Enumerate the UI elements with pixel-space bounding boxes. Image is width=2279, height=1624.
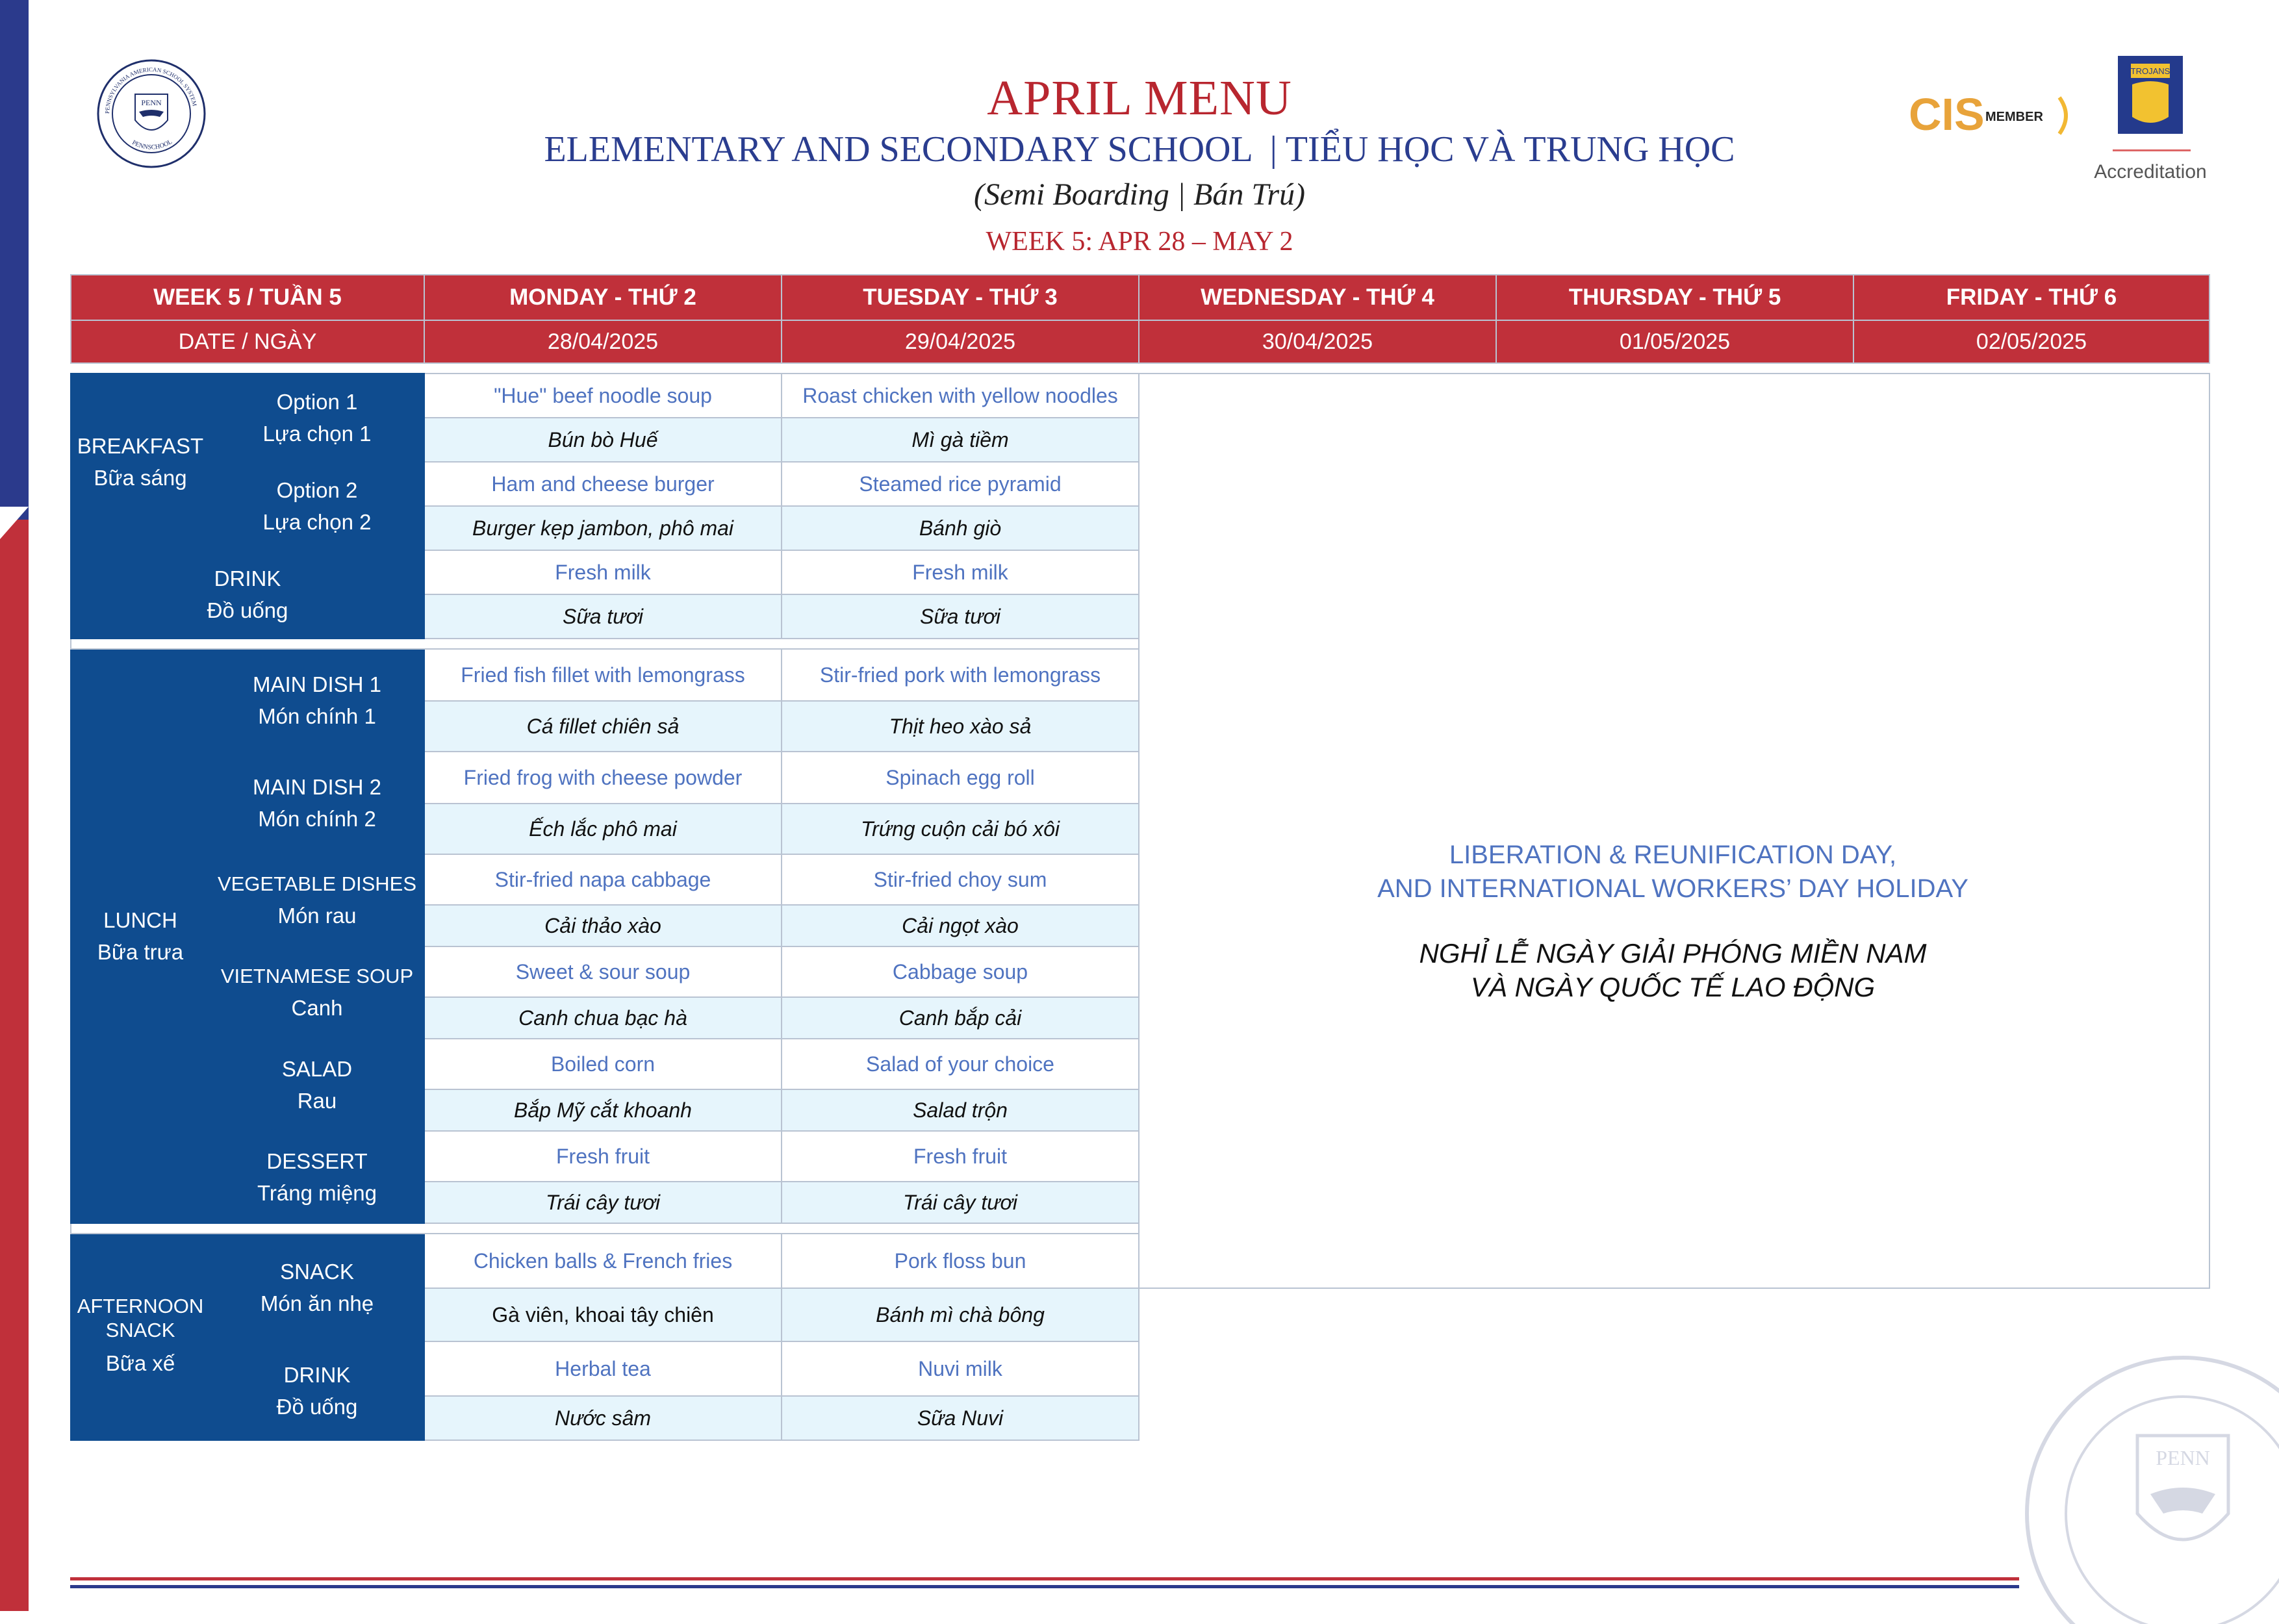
snack-tue-vn: Bánh mì chà bông: [782, 1288, 1139, 1341]
menu-subtitle: ELEMENTARY AND SECONDARY SCHOOL | TIỂU HỌC VÀ TRUNG HỌC: [544, 129, 1735, 170]
snack-item-label-vn: Món ăn nhẹ: [260, 1291, 374, 1315]
lunch-dessert-mon-en: Fresh fruit: [424, 1131, 782, 1182]
afternoon-drink-mon-vn: Nước sâm: [424, 1396, 782, 1440]
holiday-blank-area: [1139, 374, 2209, 1288]
lunch-main2-tue-vn: Trứng cuộn cải bó xôi: [782, 804, 1139, 854]
snack-label: [210, 1234, 424, 1341]
main-dish-1-label-vn: Món chính 1: [258, 704, 376, 728]
lunch-main2-mon-vn: Ếch lắc phô mai: [424, 804, 782, 854]
day-name-fri: FRIDAY - THỨ 6: [1853, 275, 2209, 320]
vietnamese-soup-label-en: VIETNAMESE SOUP: [220, 965, 414, 987]
left-stripe-red: [0, 520, 29, 1611]
lunch-soup-tue-en: Cabbage soup: [782, 946, 1139, 997]
option-2-label: [210, 462, 424, 550]
breakfast-label-vn: Bữa sáng: [94, 466, 187, 490]
vietnamese-soup-label-vn: Canh: [291, 995, 343, 1020]
breakfast-opt1-tue-vn: Mì gà tiềm: [782, 418, 1139, 462]
footer-line-blue: [70, 1585, 2019, 1588]
breakfast-drink-label: [71, 550, 424, 639]
option-1-label-en: Option 1: [276, 389, 358, 414]
snack-item-label-en: SNACK: [280, 1259, 354, 1284]
main-dish-2-label-en: MAIN DISH 2: [252, 774, 382, 799]
seal-top-text: PENNSYLVANIA AMERICAN SCHOOL SYSTEM: [103, 66, 198, 114]
lunch-soup-mon-vn: Canh chua bạc hà: [424, 997, 782, 1039]
seal-bottom-text: PENNSCHOOL: [131, 138, 174, 151]
breakfast-drink-tue-vn: Sữa tươi: [782, 594, 1139, 639]
lunch-main1-tue-en: Stir-fried pork with lemongrass: [782, 649, 1139, 701]
breakfast-drink-label-en: DRINK: [214, 566, 281, 590]
breakfast-opt1-mon-vn: Bún bò Huế: [424, 418, 782, 462]
vietnamese-soup-label: [210, 946, 424, 1039]
lunch-veg-tue-en: Stir-fried choy sum: [782, 854, 1139, 905]
afternoon-drink-tue-vn: Sữa Nuvi: [782, 1396, 1139, 1440]
option-1-label-vn: Lựa chọn 1: [262, 422, 372, 446]
option-2-label-vn: Lựa chọn 2: [262, 510, 372, 534]
breakfast-opt2-tue-en: Steamed rice pyramid: [782, 462, 1139, 506]
breakfast-drink-mon-vn: Sữa tươi: [424, 594, 782, 639]
breakfast-drink-tue-en: Fresh milk: [782, 550, 1139, 594]
lunch-veg-tue-vn: Cải ngọt xào: [782, 905, 1139, 946]
afternoon-snack-label-vn: Bữa xế: [105, 1351, 175, 1376]
table-row: [71, 1341, 2209, 1396]
afternoon-label-en: AFTERNOON: [77, 1295, 204, 1318]
breakfast-opt1-mon-en: "Hue" beef noodle soup: [424, 374, 782, 418]
lunch-label-en: LUNCH: [103, 907, 177, 932]
main-dish-1-label: [210, 649, 424, 752]
date-fri: 02/05/2025: [1853, 320, 2209, 363]
snack-tue-en: Pork floss bun: [782, 1234, 1139, 1288]
main-dish-1-label-en: MAIN DISH 1: [252, 672, 382, 696]
date-thu: 01/05/2025: [1496, 320, 1853, 363]
lunch-main1-tue-vn: Thịt heo xào sả: [782, 701, 1139, 752]
penn-watermark-logo: [2020, 1351, 2279, 1624]
afternoon-drink-label-vn: Đồ uống: [276, 1395, 358, 1419]
dessert-label-en: DESSERT: [266, 1148, 368, 1173]
lunch-label-vn: Bữa trưa: [97, 940, 184, 964]
lunch-soup-tue-vn: Canh bắp cải: [782, 997, 1139, 1039]
footer-line-red: [70, 1577, 2019, 1580]
main-dish-2-label: [210, 752, 424, 854]
breakfast-section-label: [71, 374, 210, 550]
vegetable-dishes-label-en: VEGETABLE DISHES: [217, 872, 417, 895]
afternoon-drink-tue-en: Nuvi milk: [782, 1341, 1139, 1396]
stripe-notch: [0, 507, 29, 539]
menu-title: APRIL MENU: [987, 71, 1292, 125]
date-label: DATE / NGÀY: [71, 320, 424, 363]
section-gap: [71, 639, 1139, 649]
snack-mon-en: Chicken balls & French fries: [424, 1234, 782, 1288]
boarding-type: (Semi Boarding | Bán Trú): [973, 177, 1306, 212]
cis-text: CIS: [1909, 90, 1985, 140]
seal-center-text: PENN: [141, 98, 162, 107]
day-name-tue: TUESDAY - THỨ 3: [782, 275, 1139, 320]
lunch-salad-mon-vn: Bắp Mỹ cắt khoanh: [424, 1089, 782, 1131]
salad-label-en: SALAD: [281, 1056, 353, 1081]
lunch-veg-mon-vn: Cải thảo xào: [424, 905, 782, 946]
afternoon-drink-label-en: DRINK: [283, 1362, 351, 1387]
vegetable-dishes-label-vn: Món rau: [277, 903, 357, 928]
accreditation-label: Accreditation: [2094, 161, 2207, 183]
lunch-salad-tue-en: Salad of your choice: [782, 1039, 1139, 1089]
week-label: WEEK 5 / TUẦN 5: [71, 275, 424, 320]
lunch-dessert-mon-vn: Trái cây tươi: [424, 1182, 782, 1223]
week-range: WEEK 5: APR 28 – MAY 2: [986, 227, 1293, 257]
dessert-label: [210, 1131, 424, 1223]
menu-header-table: [70, 274, 2210, 364]
holiday-en-line1: LIBERATION & REUNIFICATION DAY,: [1449, 841, 1897, 869]
lunch-dessert-tue-vn: Trái cây tươi: [782, 1182, 1139, 1223]
option-1-label: [210, 374, 424, 462]
main-dish-2-label-vn: Món chính 2: [258, 807, 376, 831]
breakfast-drink-label-vn: Đồ uống: [207, 598, 288, 622]
date-wed: 30/04/2025: [1139, 320, 1496, 363]
date-mon: 28/04/2025: [424, 320, 782, 363]
holiday-notice: [1140, 838, 2206, 1004]
section-gap: [71, 1223, 1139, 1234]
lunch-main2-tue-en: Spinach egg roll: [782, 752, 1139, 804]
breakfast-opt2-mon-vn: Burger kẹp jambon, phô mai: [424, 506, 782, 550]
afternoon-drink-label: [210, 1341, 424, 1440]
breakfast-label-en: BREAKFAST: [77, 433, 204, 458]
vegetable-dishes-label: [210, 854, 424, 946]
breakfast-opt2-tue-vn: Bánh giò: [782, 506, 1139, 550]
watermark-text: PENN: [2156, 1446, 2210, 1469]
lunch-main2-mon-en: Fried frog with cheese powder: [424, 752, 782, 804]
option-2-label-en: Option 2: [276, 477, 358, 502]
lunch-main1-mon-en: Fried fish fillet with lemongrass: [424, 649, 782, 701]
lunch-main1-mon-vn: Cá fillet chiên sả: [424, 701, 782, 752]
lunch-soup-mon-en: Sweet & sour soup: [424, 946, 782, 997]
day-name-thu: THURSDAY - THỨ 5: [1496, 275, 1853, 320]
cis-member-text: MEMBER: [1985, 110, 2043, 124]
afternoon-drink-mon-en: Herbal tea: [424, 1341, 782, 1396]
dessert-label-vn: Tráng miệng: [257, 1181, 377, 1205]
table-row: [71, 374, 2209, 418]
salad-label-vn: Rau: [297, 1089, 337, 1113]
day-name-mon: MONDAY - THỨ 2: [424, 275, 782, 320]
salad-label: [210, 1039, 424, 1131]
lunch-dessert-tue-en: Fresh fruit: [782, 1131, 1139, 1182]
date-tue: 29/04/2025: [782, 320, 1139, 363]
day-name-wed: WEDNESDAY - THỨ 4: [1139, 275, 1496, 320]
lunch-salad-tue-vn: Salad trộn: [782, 1089, 1139, 1131]
snack-label-en: SNACK: [105, 1319, 175, 1342]
afternoon-snack-section-label: [71, 1234, 210, 1440]
breakfast-opt2-mon-en: Ham and cheese burger: [424, 462, 782, 506]
holiday-vn-line1: NGHỈ LỄ NGÀY GIẢI PHÓNG MIỀN NAM: [1419, 938, 1927, 969]
snack-mon-vn: Gà viên, khoai tây chiên: [424, 1288, 782, 1341]
lunch-section-label: [71, 649, 210, 1223]
lunch-veg-mon-en: Stir-fried napa cabbage: [424, 854, 782, 905]
acc-badge-text: TROJANS: [2130, 66, 2171, 76]
holiday-vn-line2: VÀ NGÀY QUỐC TẾ LAO ĐỘNG: [1470, 972, 1876, 1002]
holiday-en-line2: AND INTERNATIONAL WORKERS’ DAY HOLIDAY: [1377, 874, 1968, 903]
breakfast-opt1-tue-en: Roast chicken with yellow noodles: [782, 374, 1139, 418]
breakfast-drink-mon-en: Fresh milk: [424, 550, 782, 594]
lunch-salad-mon-en: Boiled corn: [424, 1039, 782, 1089]
